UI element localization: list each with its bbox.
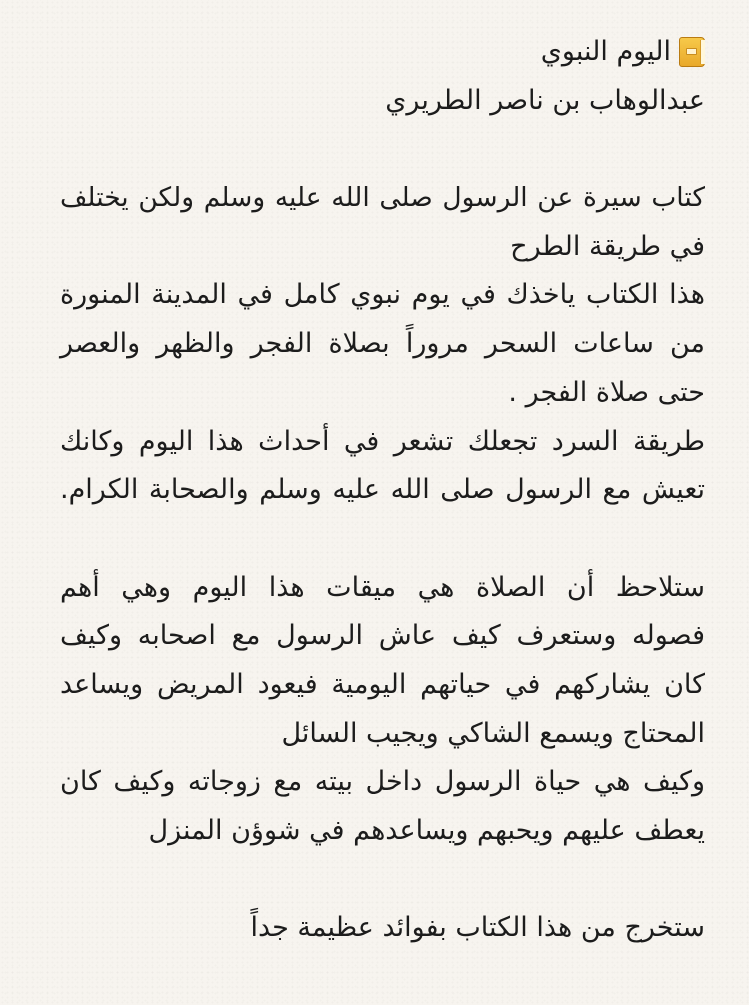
- text-line: من ساعات السحر مروراً بصلاة الفجر والظهر والعصر: [60, 328, 705, 360]
- text-line: في طريقة الطرح: [510, 230, 705, 262]
- text-line: تعيش مع الرسول صلى الله عليه وسلم والصحابة الكرام.: [60, 474, 705, 506]
- text-line: حتى صلاة الفجر .: [508, 376, 705, 408]
- author-name: عبدالوهاب بن ناصر الطريري: [385, 84, 705, 116]
- text-line: هذا الكتاب ياخذك في يوم نبوي كامل في المدينة المنورة: [60, 279, 705, 311]
- text-line: فصوله وستعرف كيف عاش الرسول مع اصحابه وكيف: [60, 620, 705, 652]
- text-line: كتاب سيرة عن الرسول صلى الله عليه وسلم ولكن يختلف: [60, 182, 705, 214]
- text-line: ستلاحظ أن الصلاة هي ميقات هذا اليوم وهي أهم: [60, 571, 705, 603]
- book-icon: [679, 37, 705, 67]
- text-line: ستخرج من هذا الكتاب بفوائد عظيمة جداً: [250, 912, 705, 944]
- text-line: المحتاج ويسمع الشاكي ويجيب السائل: [281, 717, 705, 749]
- text-line: يعطف عليهم ويحبهم ويساعدهم في شوؤن المنزل: [148, 815, 705, 846]
- text-line: وكيف هي حياة الرسول داخل بيته مع زوجاته وكيف كان: [60, 766, 705, 798]
- text-line: طريقة السرد تجعلك تشعر في أحداث هذا اليوم وكانك: [60, 425, 705, 457]
- blank-line: [60, 515, 705, 564]
- text-line: كان يشاركهم في حياتهم اليومية فيعود المريض ويساعد: [60, 668, 705, 700]
- book-title: اليوم النبوي: [540, 36, 671, 67]
- blank-line: [60, 856, 705, 905]
- title-row: [60, 28, 705, 77]
- blank-line: [60, 125, 705, 174]
